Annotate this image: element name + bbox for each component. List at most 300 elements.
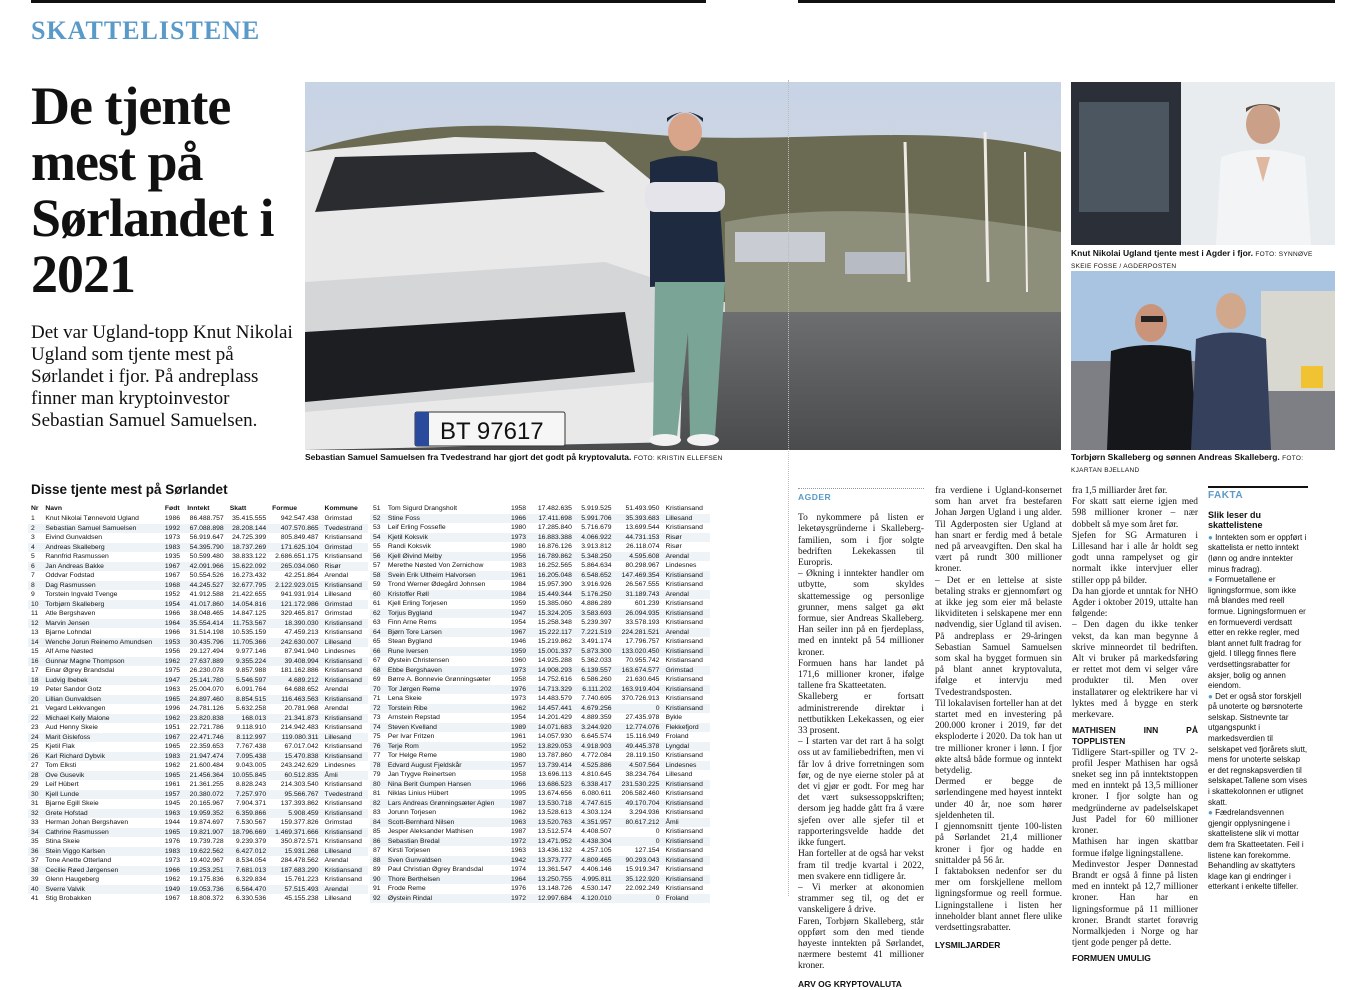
table-row	[370, 504, 710, 514]
cell-formue: 49.445.378	[615, 742, 663, 752]
bullet-dot-icon: ●	[1208, 808, 1216, 818]
photo-top-right-illustration	[1071, 82, 1335, 245]
cell-fodt: 1962	[508, 704, 531, 714]
cell-navn: Sebastian Bredal	[385, 837, 508, 847]
cell-formue: 214.942.483	[280, 724, 319, 731]
photo-bottom-right-caption-text: Torbjørn Skalleberg og sønnen Andreas Skalleberg.	[1071, 452, 1280, 462]
cell-skatt: 9.977.146	[235, 648, 267, 655]
table-row	[28, 761, 368, 771]
table-row	[370, 780, 710, 790]
article-column-1	[798, 488, 924, 990]
article-paragraph: Han forteller at de også har vekst fram til tredje kvartal i 2022, men svakere enn tidligere år.	[798, 849, 924, 882]
cell-fodt: 1974	[510, 866, 527, 873]
cell-fodt: 1976	[510, 885, 527, 892]
cell-nr: 16	[28, 657, 42, 667]
cell-nr: 34	[28, 828, 42, 838]
cell-inntekt: 19.959.352	[184, 809, 226, 819]
cell-skatt: 6.427.012	[227, 847, 269, 857]
cell-nr: 12	[28, 619, 42, 629]
cell-nr: 62	[370, 609, 385, 619]
cell-kommune: Lindesnes	[324, 648, 356, 655]
cell-fodt: 1954	[510, 619, 527, 626]
cell-fodt: 1992	[162, 524, 184, 534]
cell-kommune: Grimstad	[662, 666, 710, 676]
cell-nr: 54	[370, 533, 385, 543]
cell-skatt: 3.491.174	[581, 638, 612, 645]
cell-navn: Lillian Gunvaldsen	[42, 695, 162, 705]
cell-formue: 51.493.950	[625, 505, 660, 512]
table-row	[370, 685, 710, 695]
cell-navn: Edvard August Fjeldskår	[385, 761, 508, 771]
cell-navn: Gunnar Magne Thompson	[42, 657, 162, 667]
cell-formue: 22.092.249	[625, 885, 660, 892]
cell-nr: 27	[31, 762, 39, 769]
fakta-box	[1208, 486, 1308, 893]
table-row	[370, 666, 710, 676]
cell-formue: 26.118.074	[625, 543, 660, 550]
table-row	[28, 666, 368, 676]
col-kommune: Kommune	[324, 505, 358, 513]
cell-fodt: 1980	[510, 524, 527, 531]
cell-nr: 28	[28, 771, 42, 781]
table-row	[28, 828, 368, 838]
table-row	[28, 533, 368, 543]
cell-kommune: Lillesand	[324, 895, 352, 902]
table-row	[370, 894, 710, 904]
cell-formue: 39.408.994	[269, 657, 321, 667]
cell-skatt: 3.913.812	[581, 543, 612, 550]
cell-skatt: 8.112.997	[227, 733, 269, 743]
cell-inntekt: 19.402.967	[189, 857, 224, 864]
cell-skatt: 4.303.124	[581, 809, 612, 816]
cell-formue: 44.731.153	[615, 533, 663, 543]
cell-navn: Sebastian Samuel Samuelsen	[42, 524, 162, 534]
cell-skatt: 4.679.256	[575, 704, 615, 714]
cell-skatt: 5.632.258	[235, 705, 267, 712]
cell-kommune: Kristiansand	[662, 799, 710, 809]
article-subhead-2: LYSMILJARDER	[935, 940, 1001, 951]
cell-kommune: Arendal	[662, 628, 710, 638]
cell-formue: 159.377.826	[280, 819, 319, 826]
cell-kommune: Lillesand	[662, 514, 710, 524]
cell-inntekt: 19.739.728	[189, 838, 224, 845]
cell-skatt: 4.525.886	[575, 761, 615, 771]
cell-nr: 72	[370, 704, 385, 714]
cell-skatt: 6.330.536	[235, 895, 267, 902]
cell-kommune: Åmli	[322, 771, 368, 781]
cell-skatt: 6.139.557	[575, 666, 615, 676]
cell-navn: Jorunn Torjesen	[387, 809, 437, 816]
cell-kommune: Lindesnes	[662, 761, 710, 771]
cell-formue: 3.294.936	[629, 809, 660, 816]
top-rule-left	[31, 0, 706, 3]
cell-formue: 15.931.268	[269, 847, 321, 857]
cell-kommune: Kristiansand	[665, 809, 703, 816]
cell-skatt: 28.208.144	[227, 524, 269, 534]
table-row	[28, 714, 368, 724]
cell-formue: 80.617.212	[615, 818, 663, 828]
table-row	[370, 742, 710, 752]
cell-kommune: Grimstad	[324, 610, 353, 617]
cell-navn: Knut Nikolai Tønnevold Ugland	[45, 515, 139, 522]
cell-inntekt: 22.471.746	[184, 733, 226, 743]
cell-inntekt: 21.456.364	[184, 771, 226, 781]
cell-nr: 71	[373, 695, 381, 702]
cell-kommune: Arendal	[324, 705, 348, 712]
cell-navn: Leif Hübert	[45, 781, 79, 788]
table-row	[370, 761, 710, 771]
cell-kommune: Kristiansand	[665, 581, 703, 588]
cell-navn: Tor Jørgen Reme	[385, 685, 508, 695]
cell-nr: 91	[373, 885, 381, 892]
cell-nr: 29	[31, 781, 39, 788]
article-column-2	[935, 486, 1062, 951]
article-paragraph: Tidligere Start-spiller og TV 2-profil Jesper Mathisen har også sneket seg inn på inntektstoppen med en inntekt på 13,5 millioner kroner. I fjor solgte han og medgründerne av padelselskapet Just Padel for 60 millioner kroner.	[1072, 747, 1198, 837]
cell-fodt: 1972	[508, 894, 531, 904]
cell-formue: 31.189.743	[615, 590, 663, 600]
cell-inntekt: 41.017.860	[184, 600, 226, 610]
cell-formue: 27.435.978	[625, 714, 660, 721]
cell-formue: 15.116.949	[625, 733, 660, 740]
article-paragraph: fra 1,5 milliarder året før.	[1072, 486, 1168, 496]
cell-skatt: 7.767.438	[235, 743, 267, 750]
cell-inntekt: 21.600.484	[189, 762, 224, 769]
cell-formue: 4.595.608	[615, 552, 663, 562]
cell-formue: 171.625.104	[269, 543, 321, 553]
cell-formue: 60.512.835	[269, 771, 321, 781]
cell-inntekt: 20.380.072	[184, 790, 226, 800]
cell-navn: Wenche Jorun Reinemo Amundsen	[42, 638, 162, 648]
cell-kommune: Kristiansand	[662, 704, 710, 714]
cell-nr: 80	[370, 780, 385, 790]
cell-inntekt: 15.001.337	[531, 647, 575, 657]
cell-kommune: Kristiansand	[665, 638, 703, 645]
article-paragraph: – Økning i inntekter handler om utbytte, som skyldes skattemessige og personlige grunner, mens salget ga økt formue, sier Andreas Skalleberg. Han seiler inn på en fjerdeplass, med en inntekt på 54 millioner kroner.	[798, 569, 924, 658]
cell-fodt: 1995	[510, 790, 527, 797]
cell-kommune: Kristiansand	[662, 609, 710, 619]
col-navn: Navn	[45, 505, 62, 513]
col-skatt: Skatt	[229, 505, 247, 513]
cell-nr: 31	[31, 800, 39, 807]
cell-nr: 2	[28, 524, 42, 534]
cell-fodt: 1975	[164, 667, 181, 674]
cell-navn: Bjarne Egill Skeie	[45, 800, 99, 807]
cell-formue: 133.020.450	[615, 647, 663, 657]
article-paragraph: – Vi merker at økonomien strammer seg til, og det er vanskeligere å drive.	[798, 882, 924, 916]
cell-fodt: 1958	[510, 676, 527, 683]
cell-nr: 8	[28, 581, 42, 591]
cell-nr: 86	[370, 837, 385, 847]
table-row	[370, 609, 710, 619]
cell-navn: Stine Foss	[385, 514, 508, 524]
cell-formue: 116.463.563	[269, 695, 321, 705]
cell-nr: 39	[31, 876, 39, 883]
cell-fodt: 1983	[162, 543, 184, 553]
cell-kommune: Arendal	[662, 590, 710, 600]
cell-kommune: Arendal	[324, 572, 348, 579]
cell-formue: 265.034.060	[269, 562, 321, 572]
cell-inntekt: 16.883.388	[531, 533, 575, 543]
article-paragraph: fra verdiene i Ugland-konsernet som han arvet fra bestefaren Johan Jørgen Ugland i ung alder. Til Agderposten sier Ugland at han snart er ferdig med å betale ned på arveavgiften. Den skal ha vært på rundt 300 millioner kroner.	[935, 486, 1062, 575]
cell-fodt: 1952	[164, 591, 181, 598]
table-row	[370, 751, 710, 761]
cell-formue: 181.162.886	[280, 667, 319, 674]
cell-fodt: 1959	[510, 600, 527, 607]
table-row	[28, 685, 368, 695]
cell-kommune: Froland	[662, 894, 710, 904]
cell-nr: 7	[31, 572, 35, 579]
cell-inntekt: 50.599.480	[189, 553, 224, 560]
cell-fodt: 1963	[164, 686, 181, 693]
cell-skatt: 8.854.515	[227, 695, 269, 705]
cell-inntekt: 19.874.697	[189, 819, 224, 826]
cell-skatt: 4.772.084	[581, 752, 612, 759]
table-row	[370, 523, 710, 533]
cell-inntekt: 13.696.113	[538, 771, 572, 778]
table-header-row	[28, 504, 368, 514]
cell-navn: Kjell Erling Torjesen	[387, 600, 448, 607]
cell-fodt: 1973	[508, 533, 531, 543]
cell-formue: 121.172.986	[269, 600, 321, 610]
cell-nr: 5	[31, 553, 35, 560]
cell-fodt: 1984	[508, 590, 531, 600]
col-formue: Formue	[272, 505, 298, 513]
cell-kommune: Arendal	[662, 552, 710, 562]
cell-fodt: 1984	[510, 581, 527, 588]
table-row	[370, 770, 710, 780]
section-label: SKATTELISTENE	[31, 16, 261, 45]
cell-navn: Bjarne Lohndal	[45, 629, 92, 636]
table-row	[370, 637, 710, 647]
cell-skatt: 5.919.525	[581, 505, 612, 512]
article-paragraph: – Den dagen du ikke tenker vekst, da kan man begynne å skrive minneordet til bedriften. Alt vi bruker på markedsføring er rettet mot dem vi selger våre produkter til. Men over installatører og elektrikere har vi lyktes med å bygge en sterk merkevare.	[1072, 620, 1198, 721]
cell-inntekt: 14.057.930	[537, 733, 572, 740]
cell-kommune: Risør	[322, 562, 368, 572]
cell-skatt: 7.740.695	[581, 695, 612, 702]
cell-inntekt: 16.876.126	[537, 543, 572, 550]
cell-navn: Karl Richard Dybvik	[42, 752, 162, 762]
cell-skatt: 3.916.926	[581, 581, 612, 588]
cell-fodt: 1980	[510, 543, 527, 550]
cell-kommune: Lyngdal	[662, 742, 710, 752]
cell-formue: 28.119.150	[625, 752, 660, 759]
cell-skatt: 8.828.243	[235, 781, 267, 788]
cell-inntekt: 86.488.757	[189, 515, 224, 522]
cell-formue: 0	[655, 828, 660, 835]
table-row	[370, 656, 710, 666]
cell-formue: 942.547.438	[280, 515, 319, 522]
cell-nr: 14	[28, 638, 42, 648]
cell-kommune: Kristiansand	[322, 657, 368, 667]
table-row	[28, 742, 368, 752]
cell-inntekt: 23.820.838	[184, 714, 226, 724]
table-row	[28, 609, 368, 619]
cell-fodt: 1973	[164, 534, 181, 541]
headline: De tjente mest på Sørlandet i 2021	[31, 76, 274, 304]
table-row	[370, 732, 710, 742]
cell-kommune: Kristiansand	[324, 534, 362, 541]
cell-fodt: 1983	[162, 752, 184, 762]
photo-top-right-credit: FOTO: SYNNØVE SKEIE FOSSE / AGDERPOSTEN	[1071, 251, 1313, 270]
cell-skatt: 6.564.470	[227, 885, 269, 895]
cell-kommune: Kristiansand	[665, 524, 703, 531]
cell-navn: Dag Rasmussen	[42, 581, 162, 591]
cell-skatt: 6.645.574	[581, 733, 612, 740]
cell-fodt: 1956	[508, 552, 531, 562]
cell-formue: 13.699.544	[625, 524, 660, 531]
cell-formue: 601.239	[634, 600, 660, 607]
cell-navn: Terje Rom	[385, 742, 508, 752]
cell-nr: 1	[31, 515, 35, 522]
cell-kommune: Lillesand	[322, 733, 368, 743]
fakta-label: FAKTA	[1208, 490, 1244, 501]
cell-formue: 18.390.030	[269, 619, 321, 629]
cell-kommune: Kristiansand	[665, 676, 703, 683]
cell-formue: 2.686.651.175	[275, 553, 319, 560]
photo-top-right-caption	[1071, 248, 1335, 272]
cell-fodt: 1949	[162, 885, 184, 895]
cell-kommune: Kristiansand	[324, 667, 362, 674]
fakta-bullet	[1208, 808, 1308, 893]
bullet-dot-icon: ●	[1208, 575, 1216, 585]
cell-formue: 90.293.043	[615, 856, 663, 866]
cell-formue: 87.941.940	[284, 648, 319, 655]
cell-kommune: Bykle	[665, 714, 683, 721]
table-row	[28, 856, 368, 866]
fakta-bullet	[1208, 533, 1308, 575]
table-row	[370, 875, 710, 885]
cell-kommune: Arendal	[324, 686, 348, 693]
table-row	[370, 590, 710, 600]
cell-inntekt: 13.512.574	[537, 828, 572, 835]
ingress: Det var Ugland-topp Knut Nikolai Ugland som tjente mest på Sørlandet i fjor. På andreplass finner man kryptoinvestor Sebastian Samuel Samuelsen.	[31, 322, 293, 431]
cell-kommune: Kristiansand	[665, 505, 703, 512]
cell-formue: 95.566.767	[269, 790, 321, 800]
cell-kommune: Kristiansand	[322, 809, 368, 819]
cell-nr: 70	[370, 685, 385, 695]
cell-nr: 84	[370, 818, 385, 828]
table-row	[370, 694, 710, 704]
cell-navn: Stig Brobakken	[45, 895, 92, 902]
cell-navn: Svein Erik Ultheim Halvorsen	[385, 571, 508, 581]
cell-inntekt: 14.071.683	[531, 723, 575, 733]
cell-skatt: 4.889.359	[581, 714, 612, 721]
cell-skatt: 8.534.054	[235, 857, 267, 864]
cell-skatt: 9.118.910	[236, 724, 267, 731]
cell-navn: Kirsti Torjesen	[387, 847, 431, 854]
cell-skatt: 4.530.147	[581, 885, 612, 892]
article-paragraph: Formuen hans har landet på 171,6 millioner kroner, ifølge tallene fra Skatteetaten.	[798, 658, 924, 692]
cell-formue: 224.281.521	[615, 628, 663, 638]
table-row	[370, 723, 710, 733]
cell-navn: Torbjørn Skalleberg	[42, 600, 162, 610]
cell-skatt: 6.091.764	[235, 686, 267, 693]
cell-nr: 68	[370, 666, 385, 676]
cell-formue: 35.393.683	[615, 514, 663, 524]
photo-bottom-right-illustration	[1071, 271, 1335, 450]
cell-navn: Michael Kelly Malone	[42, 714, 162, 724]
cell-fodt: 1967	[508, 628, 531, 638]
fakta-bullet-text: Inntekten som er oppført i skattelista er netto inntekt (lønn og andre inntekter minus fradrag).	[1208, 532, 1307, 574]
cell-skatt: 18.796.669	[227, 828, 269, 838]
cell-nr: 40	[28, 885, 42, 895]
cell-formue: 67.017.042	[284, 743, 319, 750]
cell-inntekt: 12.997.684	[531, 894, 575, 904]
cell-skatt: 5.239.397	[581, 619, 612, 626]
table-row	[370, 808, 710, 818]
cell-kommune: Lillesand	[324, 591, 352, 598]
cell-nr: 15	[31, 648, 39, 655]
cell-skatt: 4.257.105	[581, 847, 612, 854]
cell-nr: 77	[373, 752, 381, 759]
cell-formue: 206.582.460	[621, 790, 660, 797]
cell-inntekt: 42.091.966	[184, 562, 226, 572]
cell-inntekt: 19.053.736	[184, 885, 226, 895]
cell-skatt: 16.273.432	[232, 572, 267, 579]
cell-fodt: 1961	[508, 571, 531, 581]
cell-navn: Stean Bygland	[387, 638, 433, 645]
cell-fodt: 1942	[508, 856, 531, 866]
cell-fodt: 1944	[164, 819, 181, 826]
cell-skatt: 4.918.903	[575, 742, 615, 752]
cell-fodt: 1957	[162, 790, 184, 800]
cell-fodt: 1967	[164, 572, 181, 579]
cell-fodt: 1966	[508, 780, 531, 790]
table-row	[28, 799, 368, 809]
cell-fodt: 1989	[508, 723, 531, 733]
cell-navn: Leif Erling Fossefle	[387, 524, 446, 531]
cell-fodt: 1946	[510, 638, 527, 645]
fakta-bullet	[1208, 575, 1308, 692]
fakta-bullet-text: Fædrelandsvennen gjengir opplysningene i skattelistene slik vi mottar dem fra Skatteetaten. Feil i listene kan forekomme. Behandling av skattyters klage kan gi endringer i etterkant i enkelte tilfeller.	[1208, 808, 1304, 892]
table-row	[28, 723, 368, 733]
cell-fodt: 1966	[162, 866, 184, 876]
cell-skatt: 7.904.371	[235, 800, 267, 807]
cell-formue: 2.122.923.015	[269, 581, 321, 591]
cell-inntekt: 15.957.390	[537, 581, 572, 588]
col-nr: Nr	[31, 505, 39, 513]
cell-formue: 163.919.404	[615, 685, 663, 695]
cell-fodt: 1996	[164, 705, 181, 712]
cell-formue: 20.781.968	[284, 705, 319, 712]
cell-kommune: Kristiansand	[665, 885, 703, 892]
cell-formue: 284.478.562	[280, 857, 319, 864]
cell-kommune: Arendal	[322, 885, 368, 895]
cell-kommune: Froland	[665, 733, 689, 740]
cell-inntekt: 14.457.441	[531, 704, 575, 714]
cell-kommune: Risør	[665, 543, 682, 550]
table-row	[28, 524, 368, 534]
cell-inntekt: 13.148.726	[537, 885, 572, 892]
cell-nr: 33	[31, 819, 39, 826]
cell-navn: Sven Gunvaldsen	[385, 856, 508, 866]
cell-navn: Frode Reme	[387, 885, 426, 892]
cell-nr: 20	[28, 695, 42, 705]
cell-fodt: 1964	[162, 619, 184, 629]
cell-nr: 73	[373, 714, 381, 721]
cell-inntekt: 13.361.547	[537, 866, 572, 873]
cell-nr: 6	[28, 562, 42, 572]
cell-kommune: Risør	[662, 533, 710, 543]
cell-skatt: 4.120.010	[575, 894, 615, 904]
cell-inntekt: 13.686.523	[531, 780, 575, 790]
table-row	[370, 704, 710, 714]
cell-skatt: 6.548.652	[575, 571, 615, 581]
article-paragraph: Skalleberg er fortsatt administrerende direktør i nettbutikken Lekekassen, og eier 33 prosent.	[798, 692, 924, 737]
cell-formue: 57.515.493	[269, 885, 321, 895]
main-photo-credit: FOTO: KRISTIN ELLEFSEN	[633, 455, 723, 462]
cell-kommune: Kristiansand	[665, 847, 703, 854]
